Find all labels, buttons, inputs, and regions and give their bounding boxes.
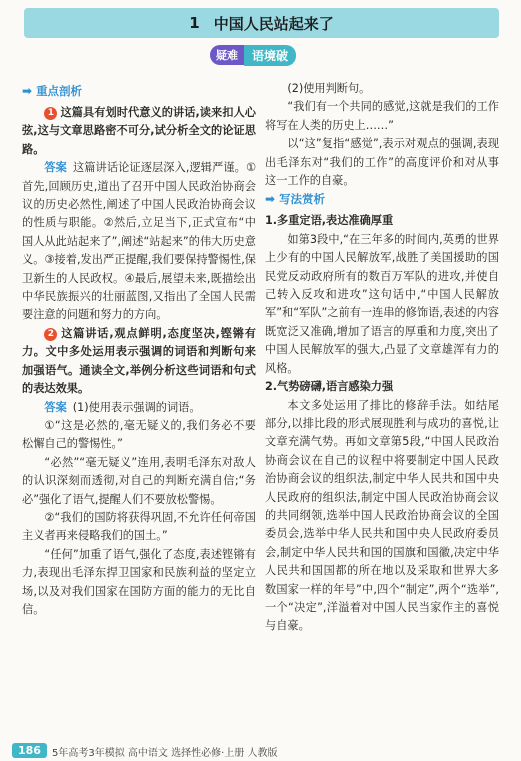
chapter-title-bar xyxy=(24,8,499,38)
badge-left: 疑难 xyxy=(210,45,244,65)
answer-2-analysis-1: “必然”“毫无疑义”连用,表明毛泽东对敌人的认识深刻而透彻,对自己的判断充满自信;“务必”强化了语气,提醒人们不要放松警惕。 xyxy=(22,455,256,506)
judgment-sentence-analysis: 以“这”复指“感觉”,表示对观点的强调,表现出毛泽东对“我们的工作”的高度评价和对从事这一工作的自豪。 xyxy=(265,137,499,188)
arrow-icon: ➡ xyxy=(22,83,33,98)
chapter-title: 中国人民站起来了 xyxy=(213,14,334,33)
question-number-badge: 2 xyxy=(44,328,57,341)
answer-1: 答案 这篇讲话论证逐层深入,逻辑严谨。①首先,回顾历史,道出了召开中国人民政治协商会议的历史必然性,阐述了中国人民政治协商会议的性质与职能。②然后,立足当下,正式宣布“中国人从此站起来了”,阐述“站起来”的伟大历史意义。③接着,发出严正提醒,我们要保持警惕性,保卫新生的人民政权。④最后,展望未来,既描绘出中华民族振兴的壮丽蓝图,又指出了全国人民需要注意的问题和努力的方向。 xyxy=(22,161,256,322)
answer-2-analysis-2: “任何”加重了语气,强化了态度,表述铿锵有力,表现出毛泽东捍卫国家和民族利益的坚定立场,以及对我们国家在国防方面的能力的无比自信。 xyxy=(22,547,256,616)
question-2: 2 这篇讲话,观点鲜明,态度坚决,铿锵有力。文中多处运用表示强调的词语和判断句来加强语气。通读全文,举例分析这些词语和句式的表达效果。 xyxy=(22,326,256,396)
badge-right: 语境破 xyxy=(244,45,296,66)
answer-label: 答案 xyxy=(44,161,67,175)
question-number-badge: 1 xyxy=(44,107,57,120)
page-footer xyxy=(0,740,521,761)
subheading-2: 2.气势磅礴,语言感染力强 xyxy=(265,380,394,394)
left-column xyxy=(22,82,256,619)
question-1: 1 这篇具有划时代意义的讲话,读来扣人心弦,这与文章思路密不可分,试分析全文的论证思路。 xyxy=(22,106,256,156)
answer-2-example-2: ②“我们的国防将获得巩固,不允许任何帝国主义者再来侵略我们的国土。” xyxy=(22,510,256,543)
right-column xyxy=(265,80,499,636)
chapter-number: 1 xyxy=(189,14,200,32)
answer-2-example-1: ①“这是必然的,毫无疑义的,我们务必不要松懈自己的警惕性。” xyxy=(22,418,256,451)
book-info: 5年高考3年模拟 高中语文 选择性必修·上册 人教版 xyxy=(52,748,278,759)
section-heading-writing: ➡ 写法赏析 xyxy=(265,190,499,208)
paragraph-1: 如第3段中,“在三年多的时间内,英勇的世界上少有的中国人民解放军,战胜了美国援助的国民党反动政府所有的数百万军队的进攻,并使自己转入反攻和进攻”这句话中,“中国人民解放军”和“军队”之前有一连串的修饰语,表述的内容既宽泛又准确,增加了语言的厚重和力度,突出了中国人民解放军的强大,凸显了文章雄浑有力的风格。 xyxy=(265,232,499,375)
judgment-sentence-intro: (2)使用判断句。 xyxy=(287,82,371,95)
section-heading-key-analysis: ➡ 重点剖析 xyxy=(22,82,256,100)
judgment-sentence-example: “我们有一个共同的感觉,这就是我们的工作将写在人类的历史上……” xyxy=(265,100,499,132)
section-badge xyxy=(210,45,296,65)
page-number: 186 xyxy=(12,743,47,758)
paragraph-2: 本文多处运用了排比的修辞手法。如结尾部分,以排比段的形式展现胜利与成功的喜悦,让文章充满气势。再如文章第5段,“中国人民政治协商会议在自己的议程中将要制定中国人民政治协商会议的组织法,制定中华人民共和国中央人民政府的组织法,制定中国人民政治协商会议的共同纲领,选举中国人民政治协商会议的全国委员会,选举中华人民共和国中央人民政府委员会,制定中华人民共和国的国旗和国徽,决定中华人民共和国国都的所在地以及采取和世界大多数国家一样的年号”中,四个“制定”,两个“选举”,一个“决定”,洋溢着对中国人民当家作主的喜悦与自豪。 xyxy=(265,398,499,633)
answer-2-intro: 答案 (1)使用表示强调的词语。 xyxy=(44,400,201,414)
subheading-1: 1.多重定语,表达准确厚重 xyxy=(265,214,394,228)
answer-label: 答案 xyxy=(44,400,67,414)
arrow-icon: ➡ xyxy=(265,192,276,207)
